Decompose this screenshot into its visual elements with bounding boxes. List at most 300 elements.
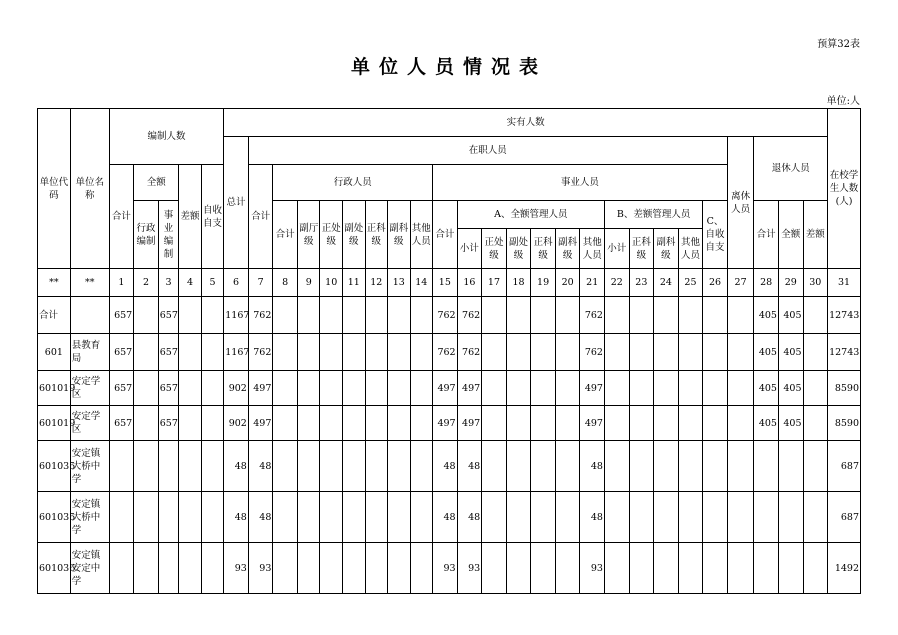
value-cell [201,543,224,594]
value-cell: 48 [433,441,458,492]
value-cell [727,406,754,441]
value-cell [803,371,828,406]
value-cell: 497 [457,406,482,441]
header-fu-ke: 副科级 [388,201,411,269]
value-cell [678,371,703,406]
header-a-zheng-ke: 正科级 [531,229,556,269]
value-cell [654,297,679,334]
value-cell: 8590 [828,406,861,441]
value-cell [506,492,531,543]
value-cell [134,371,159,406]
column-number: 20 [555,269,580,297]
header-zheng-chu: 正处级 [320,201,343,269]
value-cell [342,334,365,371]
value-cell: 48 [580,492,605,543]
value-cell [727,441,754,492]
value-cell: 93 [433,543,458,594]
header-qita: 其他人员 [410,201,433,269]
header-a-qita: 其他人员 [580,229,605,269]
header-b-xiaoji: 小计 [604,229,629,269]
column-number: 24 [654,269,679,297]
value-cell [555,441,580,492]
value-cell: 687 [828,492,861,543]
header-zaizhi-heji: 合计 [248,165,273,269]
value-cell: 1492 [828,543,861,594]
value-cell [342,297,365,334]
value-cell [320,543,343,594]
column-number: 27 [727,269,754,297]
header-lixiu: 离休人员 [727,137,754,269]
value-cell [803,297,828,334]
column-number: 4 [179,269,202,297]
value-cell [727,371,754,406]
unit-name-cell: 安定学区 [70,371,109,406]
value-cell: 657 [158,297,178,334]
header-zheng-ke: 正科级 [365,201,388,269]
unit-code-cell: 601019 [38,371,71,406]
header-a-quan-e: A、全额管理人员 [457,201,604,229]
value-cell: 48 [433,492,458,543]
value-cell: 405 [754,297,779,334]
value-cell [365,406,388,441]
value-cell: 48 [224,492,249,543]
value-cell [158,441,178,492]
page-title: 单位人员情况表 [350,56,547,78]
value-cell [134,543,159,594]
value-cell: 48 [457,441,482,492]
value-cell [678,297,703,334]
value-cell [506,406,531,441]
column-number: 19 [531,269,556,297]
value-cell [158,492,178,543]
value-cell [320,334,343,371]
table-row [38,406,861,441]
value-cell [629,543,654,594]
value-cell [531,441,556,492]
column-number: 18 [506,269,531,297]
value-cell [778,441,803,492]
value-cell [604,543,629,594]
value-cell [297,543,320,594]
column-number: 14 [410,269,433,297]
value-cell [388,441,411,492]
header-zongji: 总计 [224,137,249,269]
value-cell [320,297,343,334]
value-cell [388,492,411,543]
header-a-xiaoji: 小计 [457,229,482,269]
header-bz-cha-e: 差额 [179,165,202,269]
value-cell: 93 [248,543,273,594]
value-cell [109,441,134,492]
value-cell [179,297,202,334]
value-cell [555,406,580,441]
value-cell [134,492,159,543]
unit-name-cell: 县教育局 [70,334,109,371]
header-unit-code: 单位代码 [38,109,71,269]
value-cell [629,441,654,492]
value-cell [201,492,224,543]
column-number: 6 [224,269,249,297]
value-cell [109,543,134,594]
value-cell: 497 [580,406,605,441]
unit-name-cell: 安定镇大桥中学 [70,441,109,492]
value-cell: 48 [580,441,605,492]
value-cell [555,297,580,334]
column-number: 30 [803,269,828,297]
form-code: 预算32表 [817,39,860,50]
header-b-zheng-ke: 正科级 [629,229,654,269]
value-cell [531,406,556,441]
column-number: 21 [580,269,605,297]
value-cell [482,543,507,594]
value-cell [703,406,728,441]
value-cell [388,406,411,441]
value-cell [678,492,703,543]
value-cell [629,371,654,406]
value-cell [629,297,654,334]
value-cell: 902 [224,371,249,406]
value-cell: 657 [158,371,178,406]
value-cell [388,371,411,406]
header-fu-chu: 副处级 [342,201,365,269]
value-cell [803,406,828,441]
value-cell [482,371,507,406]
value-cell [179,371,202,406]
value-cell [388,543,411,594]
value-cell [604,371,629,406]
table-row [38,543,861,594]
unit-code-cell: 601019 [38,406,71,441]
personnel-table [37,108,861,594]
value-cell [410,406,433,441]
value-cell: 405 [754,371,779,406]
value-cell: 762 [457,334,482,371]
unit-code-cell: 601036 [38,543,71,594]
header-bianzhi: 编制人数 [109,109,224,165]
value-cell: 497 [248,371,273,406]
value-cell [410,543,433,594]
value-cell [654,441,679,492]
value-cell: 405 [754,406,779,441]
value-cell: 497 [580,371,605,406]
value-cell [778,492,803,543]
header-b-qita: 其他人员 [678,229,703,269]
value-cell [482,334,507,371]
value-cell [678,406,703,441]
value-cell [320,492,343,543]
value-cell [629,492,654,543]
value-cell: 762 [248,297,273,334]
value-cell [273,406,298,441]
value-cell [201,406,224,441]
value-cell [297,371,320,406]
value-cell [506,441,531,492]
header-a-zheng-chu: 正处级 [482,229,507,269]
value-cell [727,543,754,594]
header-xingzheng-renyuan: 行政人员 [273,165,433,201]
header-zaizhi: 在职人员 [248,137,727,165]
value-cell [134,406,159,441]
value-cell [803,543,828,594]
unit-code-cell: 601035 [38,492,71,543]
header-tuixiu: 退休人员 [754,137,828,201]
value-cell: 687 [828,441,861,492]
header-tuixiu-quan-e: 全额 [778,201,803,269]
value-cell [803,334,828,371]
value-cell [342,406,365,441]
value-cell: 762 [580,334,605,371]
value-cell [604,297,629,334]
value-cell [273,371,298,406]
value-cell [754,441,779,492]
value-cell [555,543,580,594]
value-cell [754,543,779,594]
header-shiye-renyuan: 事业人员 [433,165,728,201]
value-cell: 762 [433,297,458,334]
value-cell [179,441,202,492]
column-number-row [38,269,861,297]
header-b-fu-ke: 副科级 [654,229,679,269]
value-cell [654,334,679,371]
value-cell [629,334,654,371]
value-cell [273,297,298,334]
column-number: 23 [629,269,654,297]
value-cell [201,441,224,492]
value-cell: 48 [457,492,482,543]
value-cell [134,334,159,371]
header-bz-zishou: 自收自支 [201,165,224,269]
header-shiye-bianzhi: 事业编制 [158,201,178,269]
column-number: ** [38,269,71,297]
column-number: 11 [342,269,365,297]
column-number: 1 [109,269,134,297]
value-cell: 1167 [224,334,249,371]
column-number: 31 [828,269,861,297]
value-cell [320,406,343,441]
value-cell: 405 [754,334,779,371]
unit-code-cell: 合计 [38,297,71,334]
value-cell [320,371,343,406]
value-cell [703,441,728,492]
value-cell [703,297,728,334]
value-cell [803,492,828,543]
value-cell: 93 [224,543,249,594]
table-row [38,371,861,406]
header-tuixiu-heji: 合计 [754,201,779,269]
unit-name-cell: 安定学区 [70,406,109,441]
value-cell [506,371,531,406]
header-zaixiao: 在校学生人数(人) [828,109,861,269]
column-number: 17 [482,269,507,297]
value-cell [727,297,754,334]
value-cell [482,492,507,543]
value-cell [109,492,134,543]
column-number: 25 [678,269,703,297]
value-cell [531,334,556,371]
value-cell [531,371,556,406]
value-cell: 48 [248,441,273,492]
column-number: 12 [365,269,388,297]
column-number: 22 [604,269,629,297]
value-cell [604,441,629,492]
value-cell [482,406,507,441]
value-cell [297,441,320,492]
value-cell: 657 [158,406,178,441]
column-number: 9 [297,269,320,297]
value-cell [273,492,298,543]
value-cell: 12743 [828,334,861,371]
unit-name-cell [70,297,109,334]
value-cell [320,441,343,492]
value-cell [482,441,507,492]
value-cell [506,297,531,334]
value-cell [365,492,388,543]
unit-code-cell: 601035 [38,441,71,492]
value-cell [531,543,556,594]
value-cell [410,334,433,371]
value-cell: 8590 [828,371,861,406]
header-c-zishou: C、自收自支 [703,201,728,269]
value-cell [365,297,388,334]
value-cell: 405 [778,406,803,441]
value-cell [388,334,411,371]
value-cell: 48 [248,492,273,543]
header-fu-ting: 副厅级 [297,201,320,269]
value-cell [678,543,703,594]
value-cell [604,334,629,371]
value-cell [555,371,580,406]
value-cell [754,492,779,543]
header-bz-quan-e: 全额 [134,165,179,201]
value-cell [201,371,224,406]
value-cell [654,406,679,441]
header-b-cha-e: B、差额管理人员 [604,201,702,229]
value-cell [531,297,556,334]
value-cell: 405 [778,334,803,371]
value-cell [506,543,531,594]
value-cell [273,441,298,492]
value-cell [342,492,365,543]
value-cell: 497 [248,406,273,441]
value-cell [179,492,202,543]
header-sy-heji: 合计 [433,201,458,269]
value-cell: 497 [457,371,482,406]
value-cell [410,371,433,406]
value-cell: 405 [778,371,803,406]
unit-code-cell: 601 [38,334,71,371]
value-cell [654,543,679,594]
column-number: 28 [754,269,779,297]
header-xingzheng-bianzhi: 行政编制 [134,201,159,269]
value-cell [297,334,320,371]
value-cell: 497 [433,406,458,441]
value-cell [273,543,298,594]
value-cell [654,371,679,406]
value-cell: 657 [109,406,134,441]
header-a-fu-ke: 副科级 [555,229,580,269]
value-cell [342,543,365,594]
value-cell [179,543,202,594]
value-cell: 762 [248,334,273,371]
header-shiyou: 实有人数 [224,109,828,137]
column-number: 7 [248,269,273,297]
value-cell: 657 [109,371,134,406]
value-cell: 762 [433,334,458,371]
value-cell: 902 [224,406,249,441]
value-cell [410,441,433,492]
unit-label: 单位:人 [826,96,860,107]
value-cell: 657 [158,334,178,371]
value-cell [703,543,728,594]
value-cell [297,492,320,543]
value-cell [388,297,411,334]
table-row [38,297,861,334]
header-tuixiu-cha-e: 差额 [803,201,828,269]
column-number: 16 [457,269,482,297]
header-bz-heji: 合计 [109,165,134,269]
value-cell [778,543,803,594]
column-number: 13 [388,269,411,297]
unit-name-cell: 安定镇大桥中学 [70,492,109,543]
value-cell [297,297,320,334]
value-cell [134,297,159,334]
table-row [38,492,861,543]
unit-name-cell: 安定镇安定中学 [70,543,109,594]
value-cell [506,334,531,371]
value-cell [604,492,629,543]
header-xz-heji: 合计 [273,201,298,269]
value-cell [555,334,580,371]
value-cell [555,492,580,543]
table-row [38,441,861,492]
value-cell [342,441,365,492]
column-number: ** [70,269,109,297]
column-number: 26 [703,269,728,297]
column-number: 2 [134,269,159,297]
value-cell [678,334,703,371]
value-cell: 12743 [828,297,861,334]
column-number: 10 [320,269,343,297]
value-cell [678,441,703,492]
value-cell [703,492,728,543]
value-cell [158,543,178,594]
column-number: 15 [433,269,458,297]
value-cell [201,297,224,334]
value-cell [803,441,828,492]
value-cell: 93 [457,543,482,594]
value-cell [727,492,754,543]
value-cell: 93 [580,543,605,594]
value-cell [365,543,388,594]
value-cell [297,406,320,441]
value-cell [410,297,433,334]
value-cell [482,297,507,334]
value-cell [703,334,728,371]
value-cell [201,334,224,371]
value-cell [365,371,388,406]
value-cell: 762 [457,297,482,334]
value-cell [365,441,388,492]
value-cell [342,371,365,406]
column-number: 8 [273,269,298,297]
value-cell [179,406,202,441]
value-cell: 48 [224,441,249,492]
value-cell [134,441,159,492]
column-number: 3 [158,269,178,297]
value-cell: 497 [433,371,458,406]
value-cell: 762 [580,297,605,334]
column-number: 29 [778,269,803,297]
